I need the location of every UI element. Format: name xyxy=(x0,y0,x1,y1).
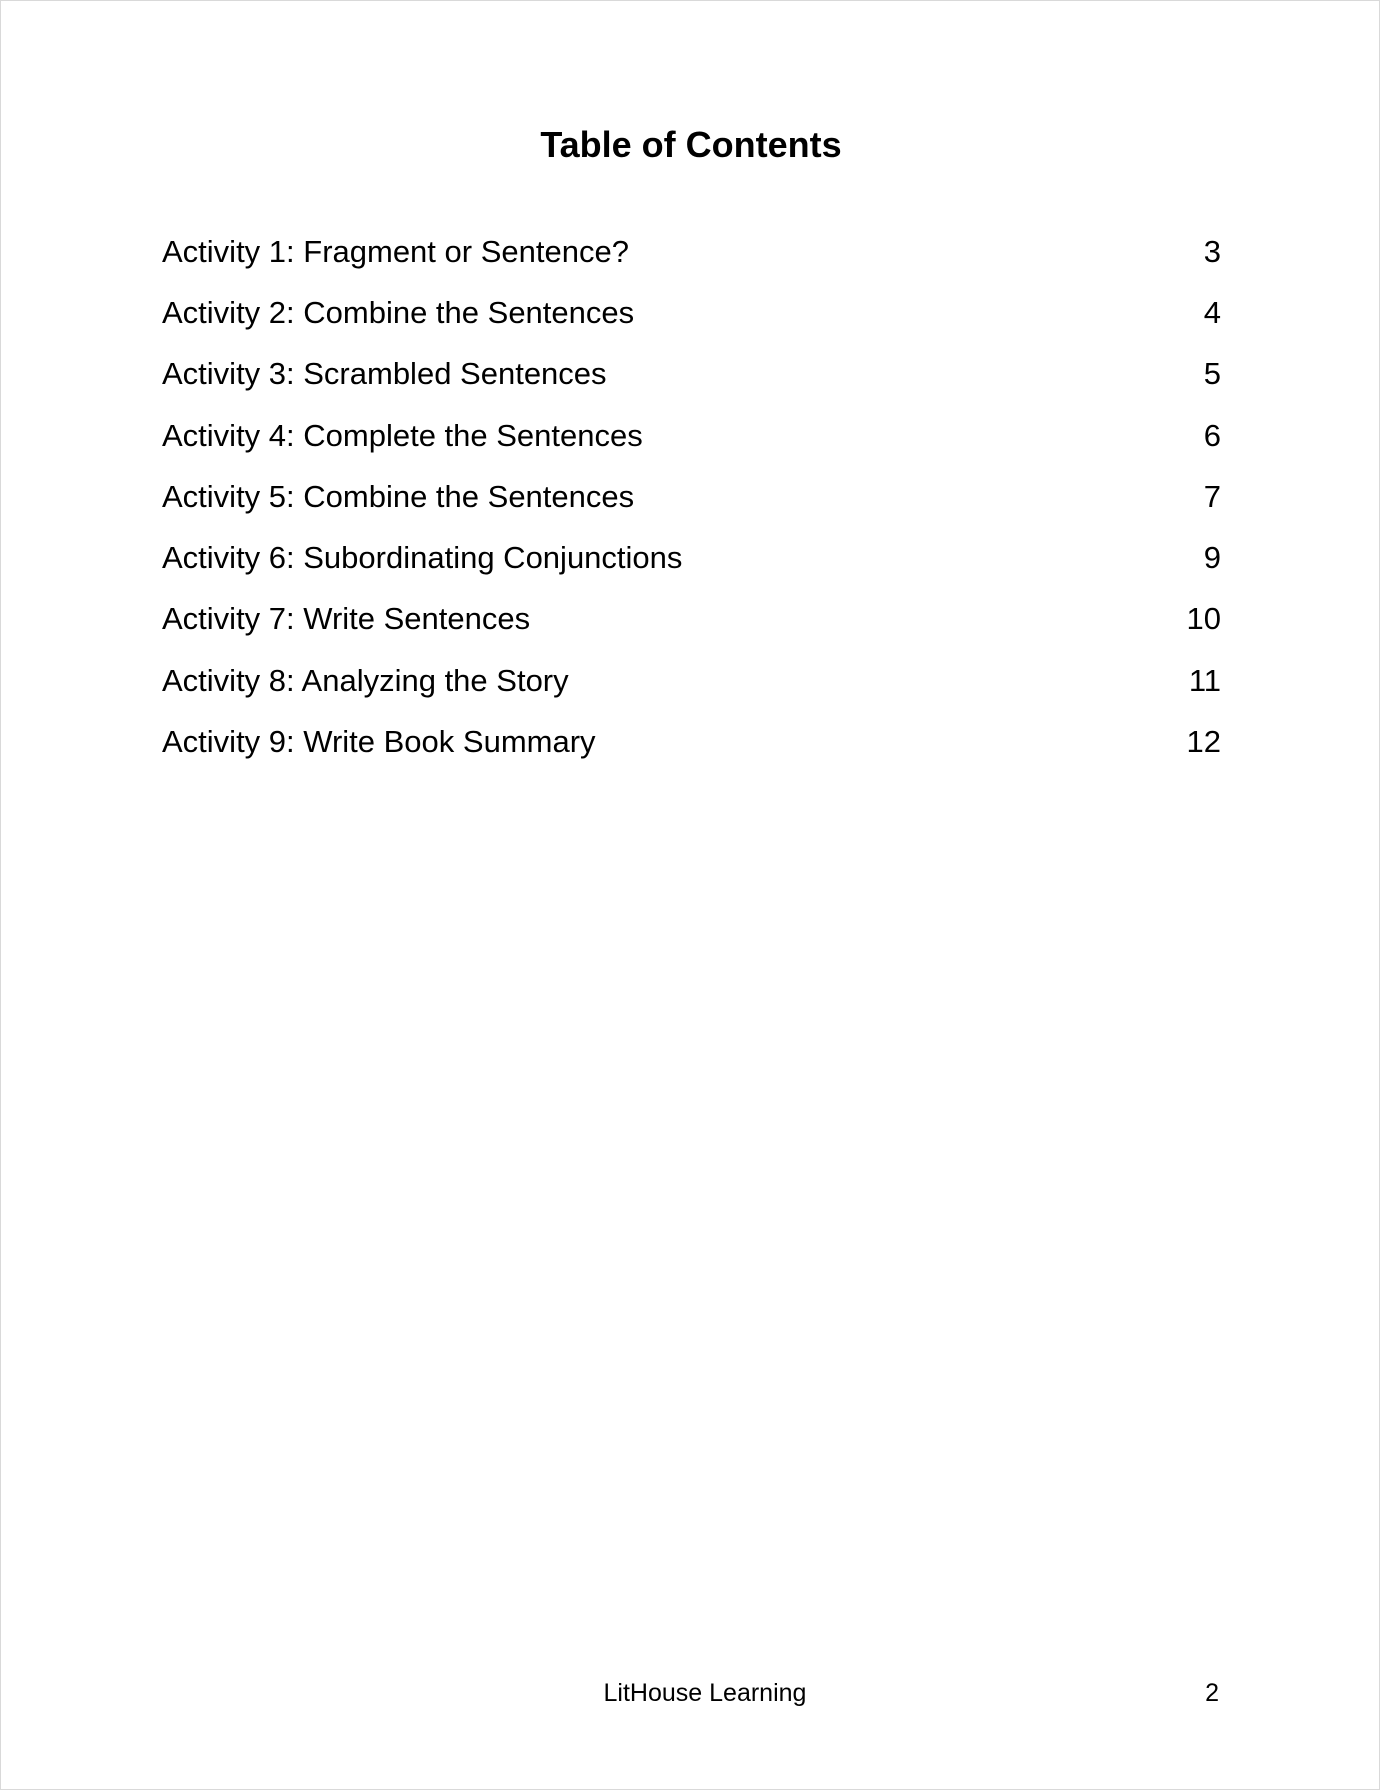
toc-entry-label: Activity 5: Combine the Sentences xyxy=(162,478,635,514)
toc-entry-page: 12 xyxy=(1186,724,1221,760)
toc-entry-label: Activity 9: Write Book Summary xyxy=(162,724,596,760)
page-title: Table of Contents xyxy=(540,124,842,165)
toc-entry[interactable] xyxy=(162,221,1221,282)
toc-entry-page: 7 xyxy=(1203,478,1221,514)
toc-entry-page: 10 xyxy=(1186,601,1221,637)
toc-entry-label: Activity 8: Analyzing the Story xyxy=(162,662,569,698)
toc-entry[interactable] xyxy=(162,711,1221,772)
toc-entry[interactable] xyxy=(162,466,1221,527)
toc-entry-label: Activity 3: Scrambled Sentences xyxy=(162,356,607,392)
footer-page-number: 2 xyxy=(1205,1679,1219,1707)
toc-entry-label: Activity 7: Write Sentences xyxy=(162,601,531,637)
toc-entry-page: 9 xyxy=(1203,540,1221,576)
footer-publisher: LitHouse Learning xyxy=(603,1679,807,1707)
toc-entry-label: Activity 6: Subordinating Conjunctions xyxy=(162,540,683,576)
toc-entry[interactable] xyxy=(162,650,1221,711)
toc-list xyxy=(162,221,1221,773)
toc-entry[interactable] xyxy=(162,527,1221,588)
toc-entry-page: 5 xyxy=(1203,356,1221,392)
toc-entry[interactable] xyxy=(162,344,1221,405)
toc-entry-label: Activity 1: Fragment or Sentence? xyxy=(162,233,629,269)
toc-entry[interactable] xyxy=(162,589,1221,650)
toc-entry-label: Activity 2: Combine the Sentences xyxy=(162,294,635,330)
toc-entry-page: 11 xyxy=(1188,662,1221,698)
toc-entry[interactable] xyxy=(162,405,1221,466)
toc-entry-page: 4 xyxy=(1203,294,1221,330)
toc-entry-label: Activity 4: Complete the Sentences xyxy=(162,417,643,453)
toc-entry-page: 6 xyxy=(1203,417,1221,453)
toc-entry-page: 3 xyxy=(1203,233,1221,269)
toc-entry[interactable] xyxy=(162,282,1221,343)
